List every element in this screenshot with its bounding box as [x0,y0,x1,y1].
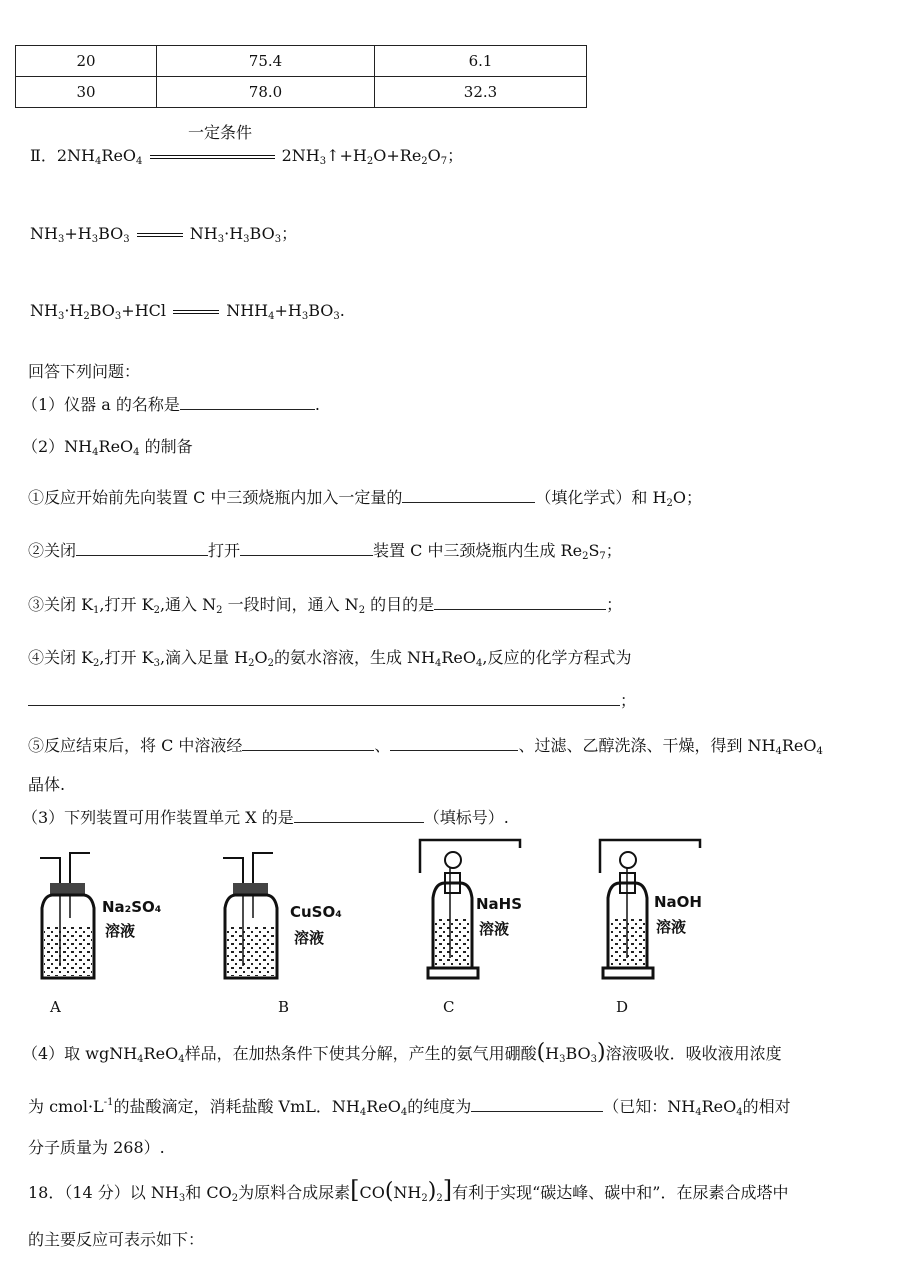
q-text: 的目的是 [370,595,435,614]
apparatus-c-solution: 溶液 [479,920,510,938]
apparatus-b-solute: CuSO₄ [290,903,342,921]
apparatus-d-solution: 溶液 [656,918,687,936]
q-text: ； [606,595,623,614]
q-text: H [545,1044,560,1063]
answer-blank[interactable] [294,806,424,823]
equals-sign [150,153,275,161]
q-text: . [314,395,320,414]
step-4-answer [28,688,636,711]
answer-blank[interactable] [242,734,374,751]
eq-text: BO [249,224,275,243]
q-text: ReO [366,1097,401,1116]
q-text: ReO [701,1097,737,1116]
table-cell: 30 [16,77,157,108]
table-cell: 32.3 [375,77,587,108]
q-text: 的相对 [742,1097,791,1116]
eq-text: NH [30,224,58,243]
apparatus-a-label: A [50,998,61,1016]
question-4-line-1: （4）取 wgNH$_4$ReO$_4$样品，在加热条件下使其分解，产生的氨气用硼酸$(H_3BO_3)$溶液吸收．吸收液用浓度 [22,1040,782,1065]
reaction-condition: 一定条件 [188,123,253,142]
apparatus-a-solute: Na₂SO₄ [102,898,162,916]
eq-text: NHH [226,301,269,320]
q-text: 的纯度为 [407,1097,472,1116]
eq-text: +HCl [121,301,167,320]
question-18-line-2: 的主要反应可表示如下： [28,1230,205,1249]
table-cell: 20 [16,46,157,77]
answer-blank[interactable] [434,593,606,610]
answer-blank[interactable] [76,539,208,556]
q-text: ReO [98,437,134,456]
eq-text: Ⅱ．2NH [30,146,96,165]
answer-blank[interactable] [471,1095,603,1112]
eq-text: ↑+H [326,146,367,165]
equals-sign [173,308,219,316]
apparatus-d-solute: NaOH [654,893,702,911]
eq-text: ·H [224,224,244,243]
table-row [16,77,587,108]
q-text: BO [565,1044,591,1063]
q-text: 一段时间，通入 N [227,595,359,614]
answer-blank[interactable] [402,486,535,503]
apparatus-a-bottle [40,853,94,978]
eq-text: O [427,146,441,165]
eq-text: O+Re [373,146,422,165]
table-cell: 75.4 [157,46,375,77]
table-cell: 78.0 [157,77,375,108]
equation-3: $NH_3\cdot H_2BO_3+HCl$ $NHH_4+H_3BO_3$. [30,301,345,322]
step-3: ③关闭 $K_1$,打开 $K_2$,通入 $N_2$ 一段时间，通入 $N_2$ 的目的是 ； [28,595,623,616]
eq-text: +H [64,224,92,243]
apparatus-d-label: D [616,998,629,1016]
q-text: （2）NH [22,437,93,456]
q-text: 18．（14 分）以 NH [28,1183,179,1202]
q-text: ,通入 N [159,595,217,614]
step-2: ②关闭 打开 装置 C 中三颈烧瓶内生成 $Re_2S_7$； [28,541,622,562]
step-1: ①反应开始前先向装置 C 中三颈烧瓶内加入一定量的 （填化学式）和 $H_2O$； [28,488,702,509]
q-text: ReO [441,648,477,667]
table-cell: 6.1 [375,46,587,77]
q-text: 、过滤、乙醇洗涤、干燥，得到 NH [518,736,776,755]
eq-text: ReO [101,146,137,165]
q-text: （1）仪器 a 的名称是 [22,395,180,414]
q-text: ； [620,691,637,710]
apparatus-b-bottle [223,853,277,978]
apparatus-c-solute: NaHS [476,895,523,913]
step-5-cont: 晶体. [28,775,66,794]
q-text: 、 [374,736,391,755]
q-text: （填化学式）和 H [535,488,667,507]
q-text: ④关闭 K [28,648,94,667]
q-text: 打开 [208,541,241,560]
eq-text: 2NH [281,146,320,165]
q-text: 样品，在加热条件下使其分解，产生的氨气用硼酸 [184,1044,537,1063]
step-5: ⑤反应结束后，将 C 中溶液经 、 、过滤、乙醇洗涤、干燥，得到 $NH_4ReO_4$ [28,736,823,757]
q-text: 为原料合成尿素 [238,1183,351,1202]
q-text: O； [672,488,702,507]
q-text: O [254,648,268,667]
q-text: NH [393,1183,422,1202]
q-text: （4）取 wgNH [22,1044,138,1063]
solubility-table [15,45,587,108]
eq-text: BO [98,224,124,243]
eq-text: NH [189,224,218,243]
question-2-title: $(2)NH_4ReO_4$ 的制备 [22,437,193,458]
eq-text: BO [89,301,115,320]
eq-text: NH [30,301,58,320]
apparatus-b-solution: 溶液 [294,929,325,947]
equation-1: Ⅱ．$2NH_4ReO_4$ $2NH_3↑+H_2O+Re_2O_7$； [30,146,464,167]
q-text: （3）下列装置可用作装置单元 X 的是 [22,808,294,827]
step-4: ④关闭 $K_2$,打开 $K_3$,滴入足量 $H_2O_2$的氨水溶液，生成 $NH_4ReO_4$,反应的化学方程式为 [28,648,632,669]
eq-text: ； [447,146,464,165]
equals-sign [137,231,183,239]
q-text: ,打开 K [99,648,154,667]
question-4-line-3: 分子质量为 268）. [28,1138,165,1157]
q-text: 为 cmol·L [28,1097,104,1116]
q-text: 的氨水溶液，生成 NH [273,648,435,667]
q-text: ③关闭 K [28,595,94,614]
q-text: ,反应的化学方程式为 [482,648,632,667]
q-text: ,滴入足量 H [159,648,249,667]
q-text: ①反应开始前先向装置 C 中三颈烧瓶内加入一定量的 [28,488,403,507]
q-text: ReO [781,736,817,755]
answer-blank[interactable] [28,689,620,706]
q-text: ②关闭 [28,541,77,560]
q-text: 装置 C 中三颈烧瓶内生成 Re [373,541,583,560]
q-text: 有利于实现“碳达峰、碳中和”．在尿素合成塔中 [452,1183,789,1202]
q-text: 的盐酸滴定，消耗盐酸 VmL．NH [113,1097,360,1116]
table-row [16,46,587,77]
answer-blank[interactable] [390,734,518,751]
eq-text: BO [308,301,334,320]
apparatus-a-solution: 溶液 [105,922,136,940]
q-text: ； [605,541,622,560]
question-4-line-2: 为 $cmol\cdot L^{-1}$的盐酸滴定，消耗盐酸 VmL．$NH_4ReO_4$的纯度为 （已知：$NH_4ReO_4$的相对 [28,1097,791,1118]
q-text: ReO [143,1044,179,1063]
equation-2: $NH_3+H_3BO_3$ $NH_3\cdot H_3BO_3$； [30,224,298,245]
eq-text: ·H [64,301,84,320]
question-1 [22,392,320,415]
q-text: S [588,541,600,560]
answer-blank[interactable] [180,393,315,410]
question-intro: 回答下列问题： [28,362,141,381]
answer-blank[interactable] [240,539,373,556]
apparatus-c-label: C [443,998,455,1016]
question-18-line-1: 18．（14 分）以 $NH_3$和 $CO_2$为原料合成尿素$[CO(NH_2)_2]$有利于实现“碳达峰、碳中和”．在尿素合成塔中 [28,1176,789,1204]
q-text: ⑤反应结束后，将 C 中溶液经 [28,736,243,755]
q-text: （已知：NH [603,1097,696,1116]
q-text: 的制备 [144,437,193,456]
eq-text: +H [274,301,302,320]
eq-text: ； [281,224,298,243]
q-text: ,打开 K [99,595,154,614]
question-3 [22,805,509,828]
q-text: 和 CO [185,1183,232,1202]
q-text: 溶液吸收．吸收液用浓度 [605,1044,782,1063]
eq-text: . [339,301,345,320]
q-text: （填标号）. [423,808,509,827]
q-text: CO [359,1183,385,1202]
apparatus-b-label: B [278,998,290,1016]
